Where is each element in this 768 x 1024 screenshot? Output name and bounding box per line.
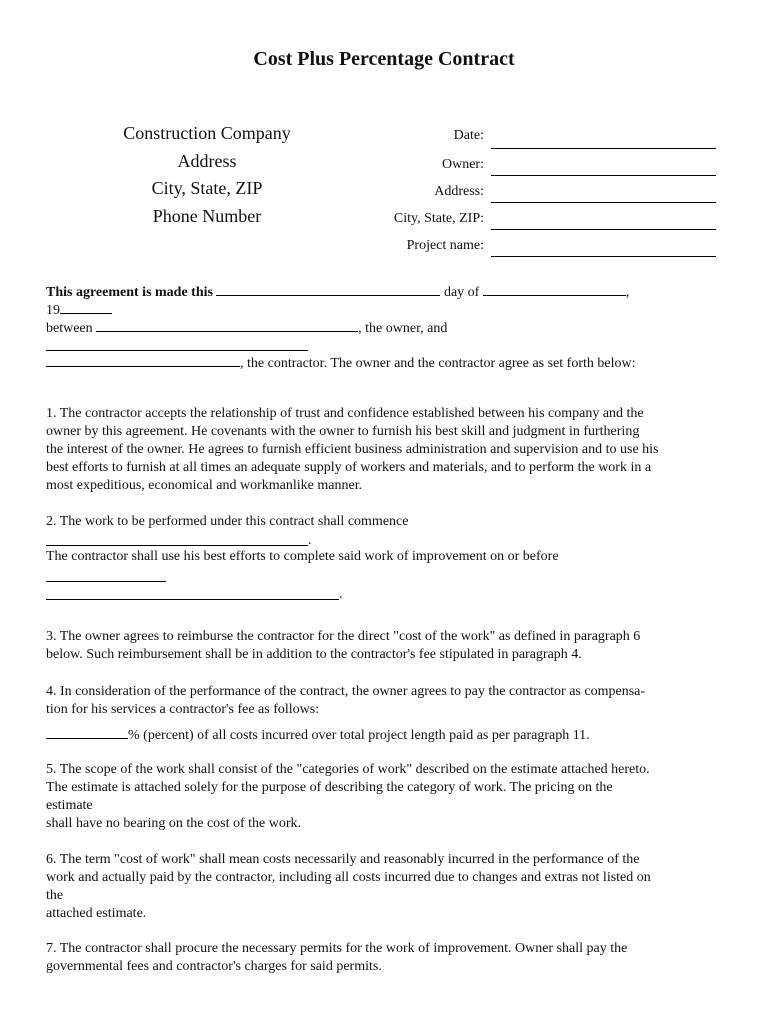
project-name-field[interactable] <box>491 256 716 257</box>
owner-field[interactable] <box>491 175 716 176</box>
paragraph-1 <box>46 405 722 495</box>
paragraph-line: tion for his services a contractor's fee as follows: <box>46 702 320 717</box>
project-name-label: Project name: <box>406 238 484 253</box>
paragraph-line: the interest of the owner. He agrees to furnish efficient business administration and supervision and to use his <box>46 442 659 457</box>
paragraph-2-dot-2: . <box>339 587 343 602</box>
date-field[interactable] <box>491 148 716 149</box>
agreement-month-blank[interactable] <box>483 283 626 296</box>
paragraph-line: estimate <box>46 798 93 813</box>
agreement-contractor-agree: , the contractor. The owner and the contractor agree as set forth below: <box>240 356 636 371</box>
paragraph-line: most expeditious, economical and workmanlike manner. <box>46 478 363 493</box>
address-field[interactable] <box>491 202 716 203</box>
percent-text: % (percent) of all costs incurred over total project length paid as per paragraph 11. <box>128 728 590 743</box>
agreement-line-2 <box>46 301 112 319</box>
document-title: Cost Plus Percentage Contract <box>253 48 515 70</box>
paragraph-line: 6. The term "cost of work" shall mean costs necessarily and reasonably incurred in the performance of the <box>46 852 640 867</box>
completion-date-blank[interactable] <box>46 581 166 582</box>
owner-label: Owner: <box>442 157 484 172</box>
company-city-state-zip: City, State, ZIP <box>151 178 263 198</box>
paragraph-line: below. Such reimbursement shall be in addition to the contractor's fee stipulated in paragraph 4. <box>46 647 582 662</box>
paragraph-line: the <box>46 888 64 903</box>
paragraph-line: 5. The scope of the work shall consist of the "categories of work" described on the estimate attached hereto. <box>46 762 650 777</box>
paragraph-line: attached estimate. <box>46 906 147 921</box>
company-address: Address <box>177 150 237 171</box>
paragraph-line: The estimate is attached solely for the purpose of describing the category of work. The pricing on the <box>46 780 613 795</box>
paragraph-line: owner by this agreement. He covenants with the owner to furnish his best skill and judgment in furthering <box>46 424 640 439</box>
paragraph-line: 1. The contractor accepts the relationship of trust and confidence established between his company and the <box>46 406 644 421</box>
agreement-year-blank[interactable] <box>60 301 112 314</box>
agreement-owner-and: , the owner, and <box>358 321 448 336</box>
company-phone: Phone Number <box>152 205 262 226</box>
paragraph-2-line-2: The contractor shall use his best efforts to complete said work of improvement on or before <box>46 549 559 564</box>
agreement-line-1 <box>46 283 629 301</box>
commence-date-blank[interactable] <box>46 545 308 546</box>
paragraph-line: best efforts to furnish at all times an adequate supply of workers and materials, and to perform the work in a <box>46 460 652 475</box>
paragraph-4 <box>46 683 722 719</box>
city-state-zip-label: City, State, ZIP: <box>393 211 484 226</box>
date-label: Date: <box>453 128 484 143</box>
agreement-year-prefix: 19 <box>46 303 60 318</box>
paragraph-line: work and actually paid by the contractor, including all costs incurred due to changes and extras not listed on <box>46 870 651 885</box>
paragraph-line: shall have no bearing on the cost of the work. <box>46 816 302 831</box>
paragraph-3 <box>46 628 722 664</box>
agreement-day-of: day of <box>443 285 480 300</box>
paragraph-6 <box>46 851 722 923</box>
agreement-made-this: This agreement is made this <box>46 285 213 300</box>
paragraph-line: 3. The owner agrees to reimburse the contractor for the direct "cost of the work" as defined in paragraph 6 <box>46 629 641 644</box>
agreement-line-3 <box>46 319 447 337</box>
agreement-contractor-blank-2[interactable] <box>46 354 240 367</box>
paragraph-7 <box>46 940 722 976</box>
company-name: Construction Company <box>123 123 291 143</box>
city-state-zip-field[interactable] <box>491 229 716 230</box>
paragraph-5 <box>46 761 722 833</box>
percent-blank[interactable] <box>46 726 128 739</box>
paragraph-line: governmental fees and contractor's charges for said permits. <box>46 959 382 974</box>
paragraph-2-dot-1: . <box>308 533 312 548</box>
agreement-comma: , <box>625 285 630 300</box>
agreement-owner-blank[interactable] <box>96 319 358 332</box>
paragraph-line: 4. In consideration of the performance of the contract, the owner agrees to pay the contractor as compensa- <box>46 684 646 699</box>
agreement-between: between <box>46 321 93 336</box>
company-block <box>90 120 324 230</box>
agreement-day-blank[interactable] <box>216 283 440 296</box>
paragraph-4-percent-line <box>46 726 590 744</box>
agreement-contractor-blank-1[interactable] <box>46 350 308 351</box>
paragraph-line: 7. The contractor shall procure the necessary permits for the work of improvement. Owner shall pay the <box>46 941 628 956</box>
address-label: Address: <box>434 184 484 199</box>
agreement-line-4 <box>46 354 635 372</box>
paragraph-2-line-1: 2. The work to be performed under this contract shall commence <box>46 514 409 529</box>
completion-detail-blank[interactable] <box>46 599 339 600</box>
